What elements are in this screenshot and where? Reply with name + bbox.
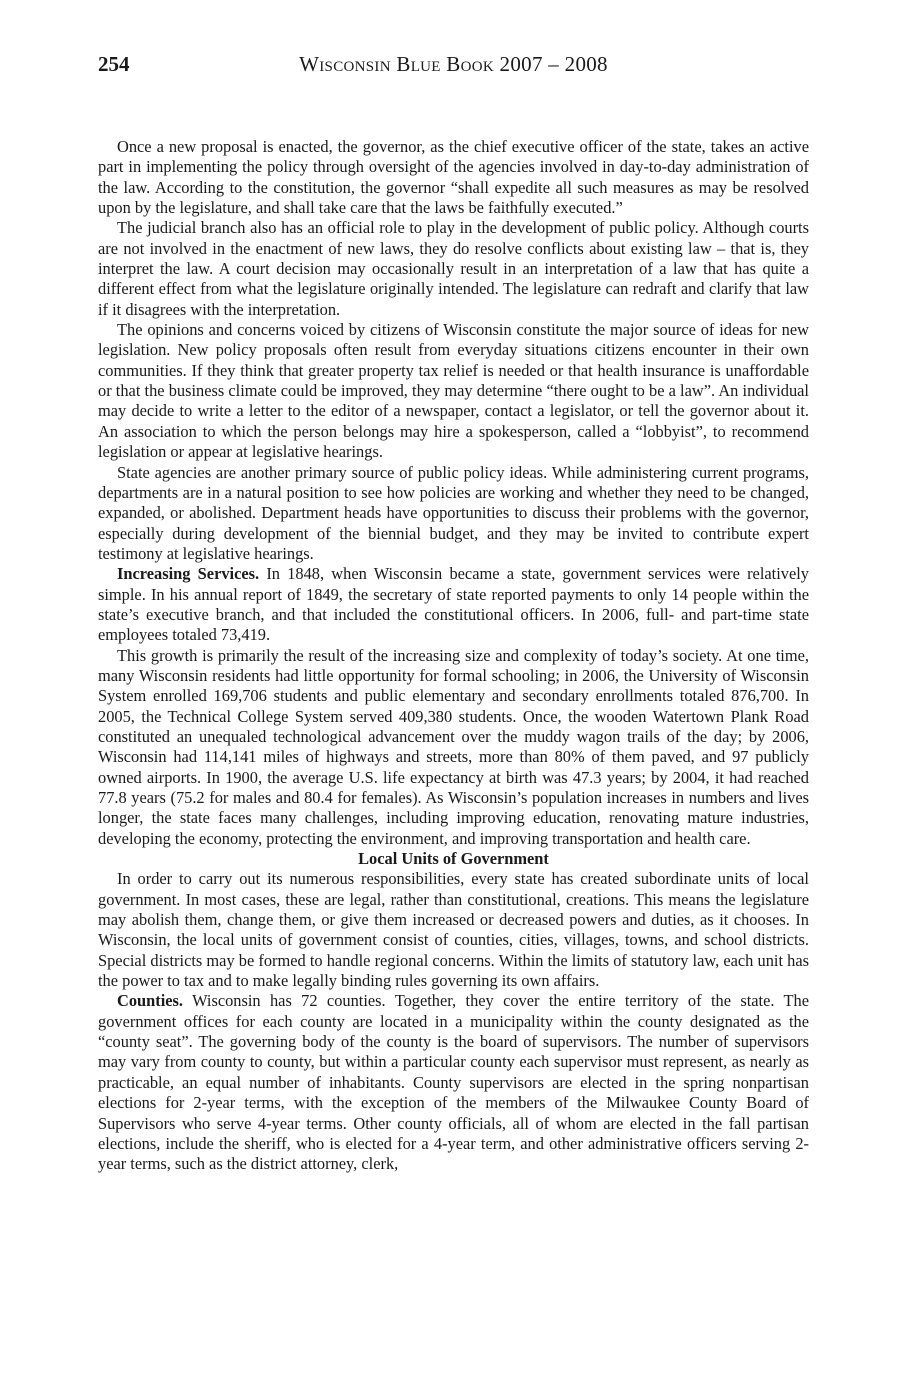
paragraph-citizen-ideas: The opinions and concerns voiced by citizens of Wisconsin constitute the major source of ideas for new legislation. New policy proposals often result from everyday situations citizens encounter in their own communities. If they think that greater property tax relief is needed or that health insurance is unaffordable or that the business climate could be improved, they may determine “there ought to be a law”. An individual may decide to write a letter to the editor of a newspaper, contact a legislator, or tell the governor about it. An association to which the person belongs may hire a spokesperson, called a “lobbyist”, to recommend legislation or appear at legislative hearings. bbox=[98, 320, 809, 462]
run-in-heading-increasing-services: Increasing Services. bbox=[117, 564, 260, 584]
section-heading-local-units: Local Units of Government bbox=[358, 849, 549, 869]
paragraph-increasing-services bbox=[98, 564, 809, 645]
running-title: Wisconsin Blue Book 2007 – 2008 bbox=[299, 52, 608, 76]
paragraph-judicial-branch: The judicial branch also has an official role to play in the development of public policy. Although courts are not involved in the enactment of new laws, they do resolve conflicts about existing law – that is, they interpret the law. A court decision may occasionally result in an interpretation of a law that has quite a different effect from what the legislature originally intended. The legislature can redraft and clarify that law if it disagrees with the interpretation. bbox=[98, 218, 809, 319]
paragraph-state-agencies: State agencies are another primary source of public policy ideas. While administering current programs, departments are in a natural position to see how policies are working and whether they need to be changed, expanded, or abolished. Department heads have opportunities to discuss their problems with the governor, especially during development of the biennial budget, and they may be invited to contribute expert testimony at legislative hearings. bbox=[98, 462, 809, 563]
paragraph-governor-role: Once a new proposal is enacted, the governor, as the chief executive officer of the state, takes an active part in implementing the policy through oversight of the agencies involved in day-to-day administration of the law. According to the constitution, the governor “shall expedite all such measures as may be resolved upon by the legislature, and shall take care that the laws be faithfully executed.” bbox=[98, 137, 809, 218]
page-header bbox=[98, 52, 809, 84]
run-in-heading-counties: Counties. bbox=[117, 991, 184, 1011]
paragraph-counties-text: Wisconsin has 72 counties. Together, they cover the entire territory of the state. The government offices for each county are located in a municipality within the county designated as the “county seat”. The governing body of the county is the board of supervisors. The number of supervisors may vary from county to county, but within a particular county each supervisor must represent, as nearly as practicable, an equal number of inhabitants. County supervisors are elected in the spring nonpartisan elections for 2-year terms, with the exception of the members of the Milwaukee County Board of Supervisors who serve 4-year terms. Other county officials, all of whom are elected in the fall partisan elections, include the sheriff, who is elected for a 4-year term, and other administrative officers serving 2-year terms, such as the district attorney, clerk, bbox=[98, 991, 809, 1174]
paragraph-local-units: In order to carry out its numerous responsibilities, every state has created subordinate units of local government. In most cases, these are legal, rather than constitutional, creations. This means the legislature may abolish them, change them, or give them increased or decreased powers and duties, as it chooses. In Wisconsin, the local units of government consist of counties, cities, villages, towns, and school districts. Special districts may be formed to handle regional concerns. Within the limits of statutory law, each unit has the power to tax and to make legally binding rules governing its own affairs. bbox=[98, 869, 809, 991]
paragraph-growth: This growth is primarily the result of the increasing size and complexity of today’s society. At one time, many Wisconsin residents had little opportunity for formal schooling; in 2006, the University of Wisconsin System enrolled 169,706 students and public elementary and secondary enrollments totaled 876,700. In 2005, the Technical College System served 409,380 students. Once, the wooden Watertown Plank Road constituted an unequaled technological advancement over the muddy wagon trails of the day; by 2006, Wisconsin had 114,141 miles of highways and streets, more than 80% of them paved, and 97 publicly owned airports. In 1900, the average U.S. life expectancy at birth was 47.3 years; by 2004, it had reached 77.8 years (75.2 for males and 80.4 for females). As Wisconsin’s population increases in numbers and lives longer, the state faces many challenges, including improving education, renovating mature industries, developing the economy, protecting the environment, and improving transportation and health care. bbox=[98, 645, 809, 848]
paragraph-counties bbox=[98, 991, 809, 1174]
body-text bbox=[98, 137, 809, 1175]
paragraph-increasing-services-text: In 1848, when Wisconsin became a state, government services were relatively simple. In his annual report of 1849, the secretary of state reported payments to only 14 people within the state’s executive branch, and that included the constitutional officers. In 2006, full- and part-time state employees totaled 73,419. bbox=[98, 564, 809, 645]
page-number: 254 bbox=[98, 52, 130, 76]
